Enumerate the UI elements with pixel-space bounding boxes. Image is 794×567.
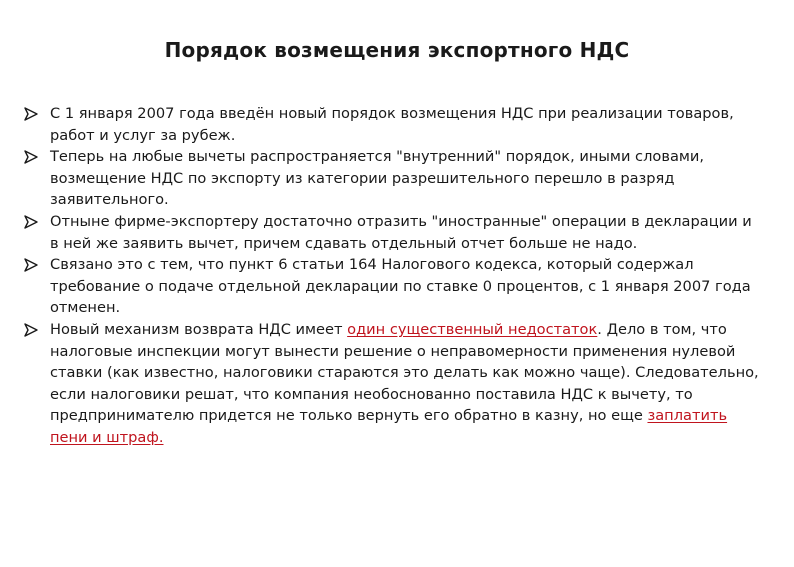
bullet-text: Отныне фирме-экспортеру достаточно отразить "иностранные" операции в декларации и в ней же заявить вычет, причем сдавать отдельный отчет больше не надо. (50, 212, 752, 252)
bullet-list (24, 103, 764, 449)
arrow-bullet-icon (24, 211, 44, 233)
arrow-bullet-icon (24, 103, 44, 125)
link-penalty-fine[interactable]: заплатить пени и штраф. (50, 407, 728, 446)
bullet-item (24, 103, 764, 146)
bullet-item (24, 254, 764, 319)
slide-title: Порядок возмещения экспортного НДС (164, 38, 630, 62)
bullet-text-part: Новый механизм возврата НДС имеет (50, 320, 348, 338)
arrow-bullet-icon (24, 146, 44, 168)
bullet-text: Связано это с тем, что пункт 6 статьи 164 Налогового кодекса, который содержал требование о подаче отдельной декларации по ставке 0 процентов, с 1 января 2007 года отменен. (50, 256, 751, 317)
bullet-text-part: . Дело в том, что налоговые инспекции могут вынести решение о неправомерности применения нулевой ставки (как известно, налоговики стараются это делать как можно чаще). Следовательно, если налоговики решат, что компания необоснованно поставила НДС к вычету, то предпринимателю придется не только вернуть его обратно в казну, но еще (50, 320, 759, 425)
bullet-text: Теперь на любые вычеты распространяется "внутренний" порядок, иными словами, возмещение НДС по экспорту из категории разрешительного перешло в разряд заявительного. (50, 148, 705, 209)
arrow-bullet-icon (24, 319, 44, 341)
bullet-item (24, 319, 764, 449)
bullet-item (24, 146, 764, 211)
arrow-bullet-icon (24, 254, 44, 276)
link-main-drawback[interactable]: один существенный недостаток (347, 320, 598, 338)
bullet-text: С 1 января 2007 года введён новый порядок возмещения НДС при реализации товаров, работ и услуг за рубеж. (50, 105, 734, 144)
bullet-item (24, 211, 764, 254)
